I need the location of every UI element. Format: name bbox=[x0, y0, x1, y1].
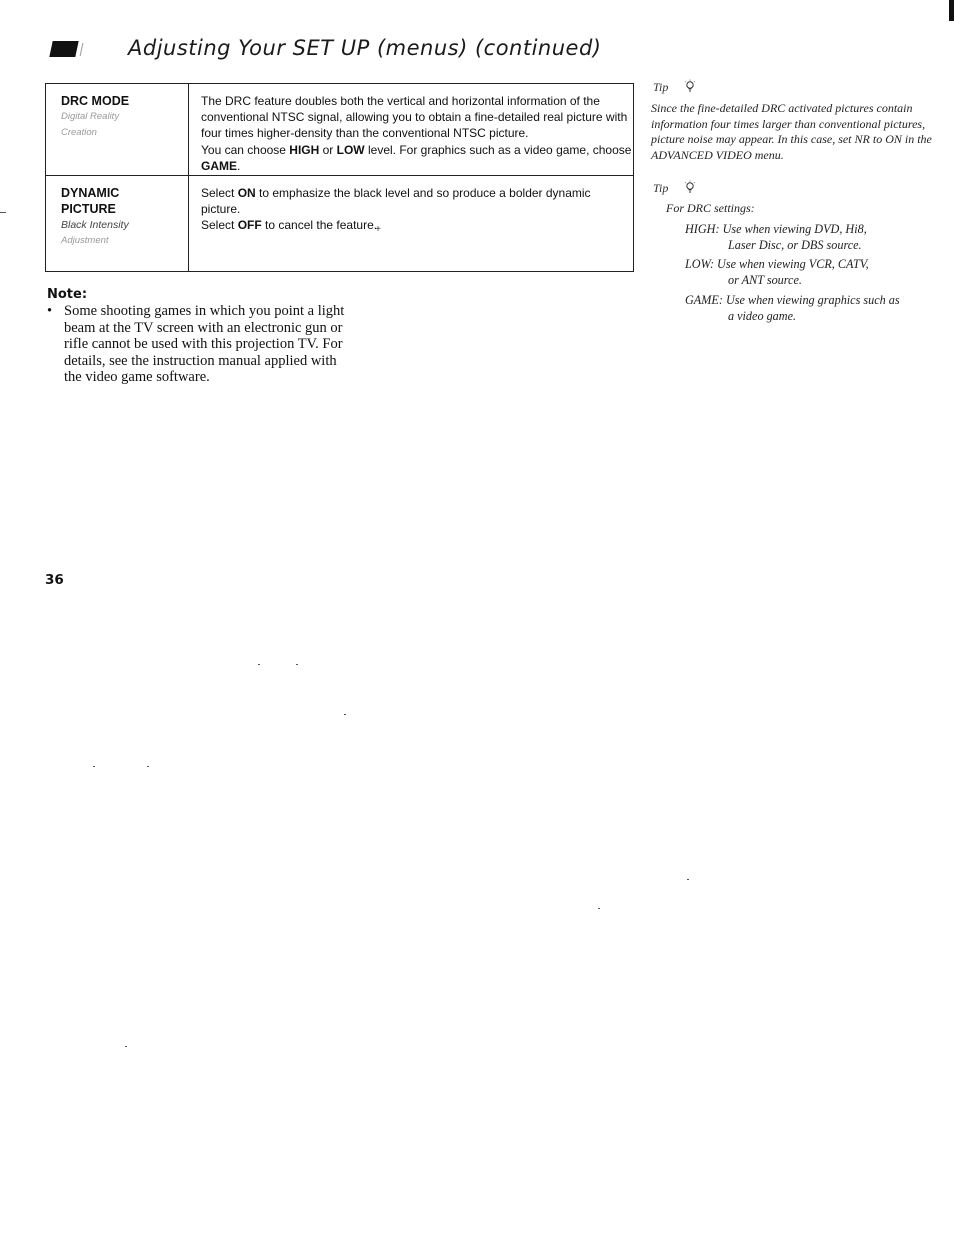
scan-speck bbox=[258, 664, 260, 665]
section-marker-tail bbox=[80, 43, 89, 56]
lightbulb-icon bbox=[684, 180, 696, 194]
page-title: Adjusting Your SET UP (menus) (continued) bbox=[128, 36, 602, 60]
table-row bbox=[46, 176, 634, 272]
description-text: or bbox=[319, 142, 337, 157]
option-game: GAME bbox=[201, 158, 237, 173]
setting-subtitle: Digital Reality bbox=[61, 111, 120, 122]
scan-speck bbox=[147, 766, 149, 767]
tip-intro: For DRC settings: bbox=[666, 201, 755, 215]
description-text: to cancel the feature. bbox=[261, 218, 378, 233]
scan-speck bbox=[93, 766, 95, 767]
margin-tick bbox=[0, 212, 6, 213]
scan-speck bbox=[598, 908, 600, 909]
scan-speck bbox=[344, 714, 346, 715]
scan-speck bbox=[687, 879, 689, 880]
description-text: Select bbox=[201, 186, 238, 200]
cursor-mark-icon: + bbox=[375, 224, 381, 236]
setting-name: PICTURE bbox=[61, 202, 116, 216]
drc-setting-high bbox=[685, 222, 925, 253]
description-text: level. For graphics such as a video game, choose bbox=[364, 142, 632, 157]
setting-line: GAME: Use when viewing graphics such as bbox=[685, 293, 900, 307]
setting-subtitle: Adjustment bbox=[61, 235, 109, 246]
lightbulb-icon bbox=[684, 79, 696, 93]
setting-line: Laser Disc, or DBS source. bbox=[728, 237, 862, 252]
setting-line: HIGH: Use when viewing DVD, Hi8, bbox=[685, 222, 867, 236]
page-number: 36 bbox=[45, 572, 64, 588]
description-text: You can choose bbox=[201, 142, 290, 157]
tip-heading: Tip bbox=[653, 80, 669, 94]
tip-heading: Tip bbox=[653, 181, 669, 195]
description-text: . bbox=[237, 158, 241, 173]
settings-table bbox=[45, 83, 634, 272]
setting-description-cell bbox=[189, 176, 634, 272]
setting-description-cell bbox=[189, 84, 634, 176]
drc-setting-low bbox=[685, 257, 925, 288]
description-text: The DRC feature doubles both the vertical and horizontal information of the conventional NTSC signal, allowing you to obtain a fine-detailed real picture with four times higher-density than the conventional NTSC picture. bbox=[201, 94, 628, 141]
setting-line: or ANT source. bbox=[728, 272, 802, 287]
note-body bbox=[47, 303, 347, 386]
setting-description bbox=[201, 185, 633, 236]
setting-line: LOW: Use when viewing VCR, CATV, bbox=[685, 257, 869, 271]
option-off: OFF bbox=[237, 218, 262, 233]
table-row bbox=[46, 84, 634, 176]
section-marker-block bbox=[49, 41, 78, 57]
option-low: LOW bbox=[336, 142, 365, 157]
setting-name: DRC MODE bbox=[61, 94, 130, 108]
description-text: to emphasize the black level and so produce a bolder dynamic picture. bbox=[201, 186, 591, 217]
scan-speck bbox=[125, 1046, 127, 1047]
setting-name: DYNAMIC bbox=[61, 186, 120, 200]
setting-subtitle: Black Intensity bbox=[61, 219, 129, 231]
bullet-icon: • bbox=[47, 303, 53, 319]
setting-subtitle: Creation bbox=[61, 127, 97, 138]
drc-setting-game bbox=[685, 293, 925, 324]
note-text: Some shooting games in which you point a light beam at the TV screen with an electronic gun or rifle cannot be used with this projection TV. For details, see the instruction manual applied with the video game software. bbox=[64, 303, 345, 385]
setting-label-cell bbox=[46, 176, 189, 272]
edge-index-tab bbox=[949, 0, 954, 21]
tip-body: Since the fine-detailed DRC activated pictures contain information four times larger than conventional pictures, picture noise may appear. In this case, set NR to ON in the ADVANCED VIDEO menu. bbox=[651, 101, 932, 162]
option-on: ON bbox=[237, 186, 256, 200]
note-heading: Note: bbox=[47, 287, 88, 302]
setting-description bbox=[201, 93, 633, 174]
scan-speck bbox=[296, 664, 298, 665]
setting-label-cell bbox=[46, 84, 189, 176]
option-high: HIGH bbox=[289, 142, 320, 157]
description-text: Select bbox=[201, 218, 238, 233]
setting-line: a video game. bbox=[728, 308, 797, 323]
